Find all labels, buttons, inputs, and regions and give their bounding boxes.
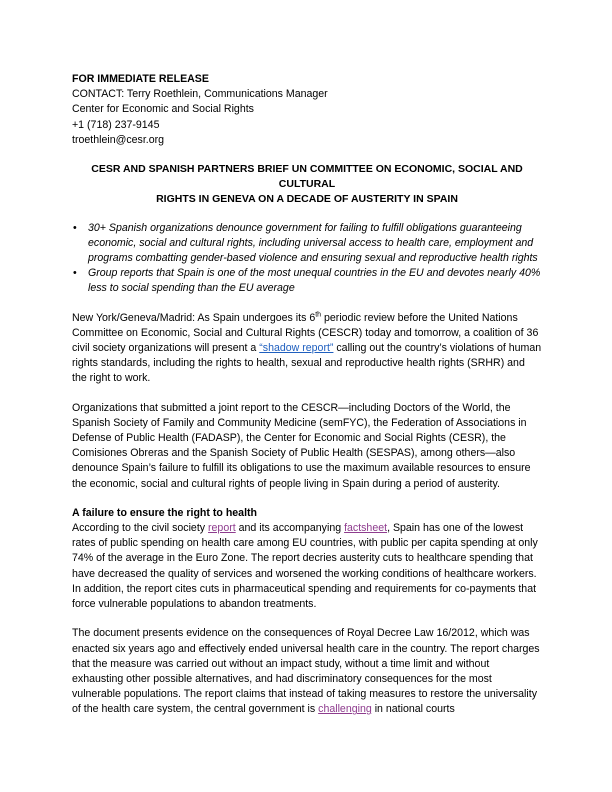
intro-text-3: calling out the country’s violations of human rights standards, including the rights to health, sexual and reproductive health rights (SRHR) and the right to work. <box>72 342 542 385</box>
bullet-text: 30+ Spanish organizations denounce government for failing to fulfill obligations guaranteeing economic, social and cultural rights, including universal access to health care, employment and programs combatting gender-based violence and ensuring sexual and reproductive health rights <box>88 221 538 265</box>
headline-line-1: CESR AND SPANISH PARTNERS BRIEF UN COMMITTEE ON ECONOMIC, SOCIAL AND CULTURAL <box>91 163 523 191</box>
headline <box>72 162 542 208</box>
health-text-3: , Spain has one of the lowest rates of public spending on health care among EU countries, with public per capita spending at only 74% of the average in the Euro Zone. The report decries austerity cuts to healthcare spending that have decreased the quality of services and worsened the working conditions of healthcare workers. In addition, the report cites cuts in pharmaceutical spending and requirements for co-payments that force vulnerable populations to abandon treatments. <box>72 522 538 611</box>
shadow-report-link[interactable]: “shadow report” <box>259 342 334 355</box>
factsheet-link[interactable]: factsheet <box>344 522 388 535</box>
organization-line: Center for Economic and Social Rights <box>72 103 254 116</box>
organizations-paragraph: Organizations that submitted a joint report to the CESCR—including Doctors of the World, the Spanish Society of Family and Community Medicine (semFYC), the Federation of Associations in Defense of Public Health (FADASP), the Center for Economic and Social Rights (CESR), the Comisiones Obreras and the Spanish Society of Public Health (SESPAS), among others—also denounce Spain’s failure to fulfill its obligations to use the maximum available resources to ensure the economic, social and cultural rights of people living in Spain during a period of austerity. <box>72 401 531 490</box>
contact-line: CONTACT: Terry Roethlein, Communications Manager <box>72 88 328 101</box>
email-line: troethlein@cesr.org <box>72 133 165 146</box>
contact-block <box>72 72 542 148</box>
ordinal-suffix: th <box>315 311 322 319</box>
document-page <box>72 72 542 718</box>
challenging-link[interactable]: challenging <box>318 703 372 716</box>
headline-line-2: RIGHTS IN GENEVA ON A DECADE OF AUSTERITY IN SPAIN <box>156 193 458 206</box>
health-text-2: and its accompanying <box>235 522 345 535</box>
decree-text-2: in national courts <box>371 703 455 716</box>
decree-text-1: The document presents evidence on the consequences of Royal Decree Law 16/2012, which was enacted six years ago and effectively ended universal health care in the country. The report charges that the measure was carried out without an impact study, without a time limit and without exhausting other possible alternatives, and had discriminatory consequences for the most vulnerable populations. The report claims that instead of taking measures to restore the universality of the health care system, the central government is <box>72 627 540 716</box>
list-item <box>73 221 542 267</box>
release-label: FOR IMMEDIATE RELEASE <box>72 73 209 85</box>
bullet-text: Group reports that Spain is one of the most unequal countries in the EU and devotes nearly 40% less to social spending than the EU average <box>88 267 541 295</box>
health-paragraph-1 <box>72 521 542 612</box>
bullet-icon: • <box>73 267 77 280</box>
phone-line: +1 (718) 237-9145 <box>72 118 160 131</box>
intro-paragraph <box>72 311 542 387</box>
intro-text-2: periodic review before the United Nations Committee on Economic, Social and Cultural Rights (CESCR) today and tomorrow, a coalition of 36 civil society organizations will present a <box>72 311 539 355</box>
summary-bullets <box>72 221 542 297</box>
bullet-icon: • <box>73 221 77 234</box>
report-link[interactable]: report <box>208 522 236 535</box>
section-heading-health: A failure to ensure the right to health <box>72 506 258 519</box>
list-item <box>73 266 542 296</box>
health-paragraph-2 <box>72 626 542 717</box>
health-text-1: According to the civil society <box>72 522 209 535</box>
intro-text-1: New York/Geneva/Madrid: As Spain undergoes its 6 <box>72 311 316 324</box>
